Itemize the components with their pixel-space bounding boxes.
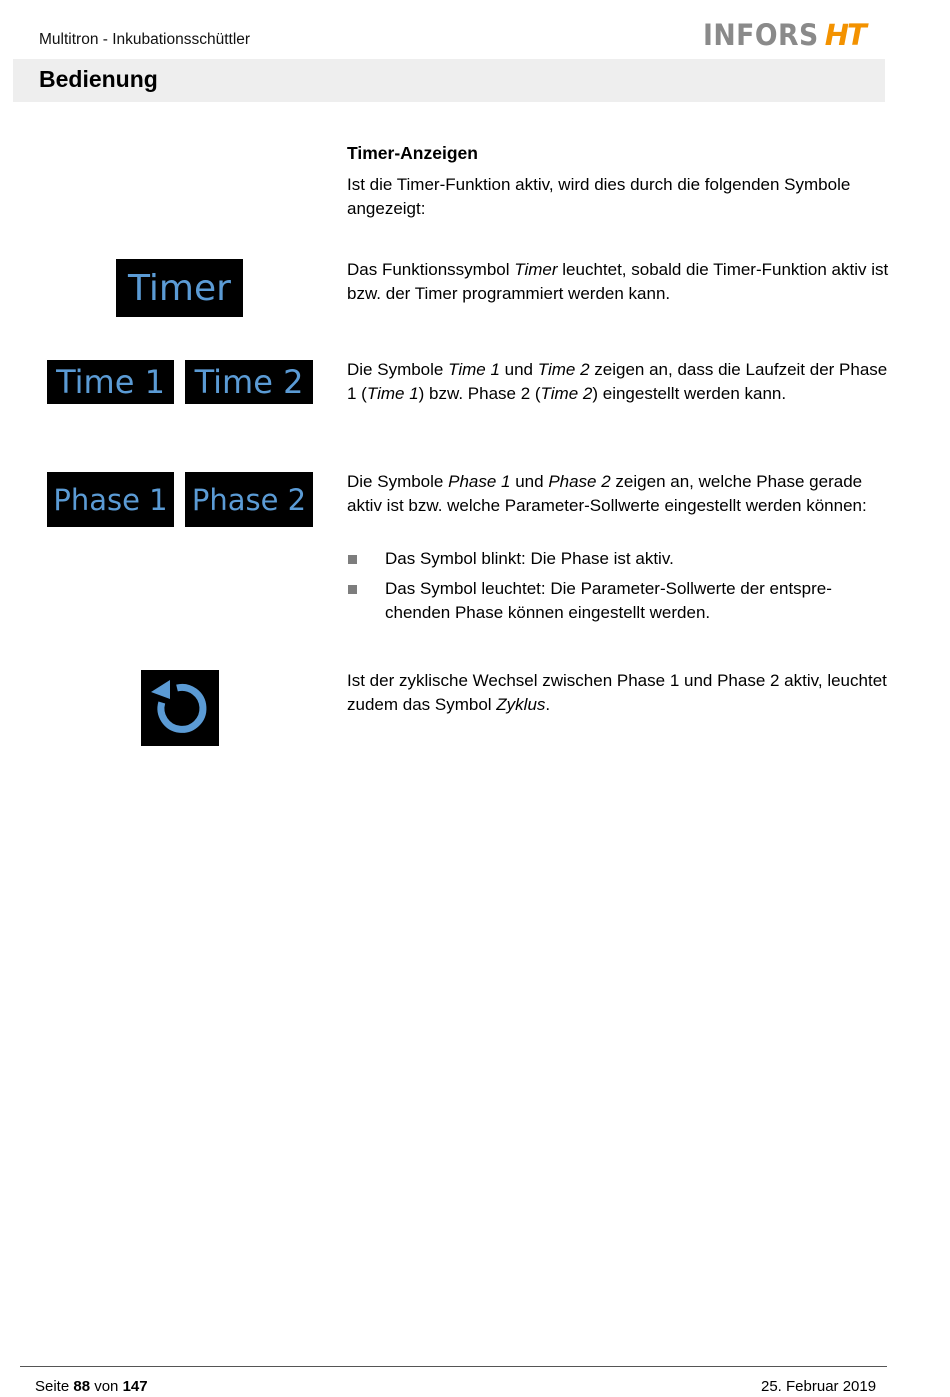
- logo-text: INFORS: [703, 18, 819, 52]
- list-item-text: Das Symbol leuchtet: Die Parameter-Sollwerte der entsprechenden Phase können eingestellt werden.: [385, 579, 832, 622]
- list-item-text: Das Symbol blinkt: Die Phase ist aktiv.: [385, 549, 674, 568]
- time1-symbol: [47, 360, 174, 404]
- text-run: und: [510, 472, 549, 491]
- square-bullet-icon: [348, 585, 357, 594]
- phase2-symbol: [185, 472, 313, 527]
- text-run-italic: Time 1: [448, 360, 500, 379]
- intro-paragraph: Ist die Timer-Funktion aktiv, wird dies durch die folgenden Symbole angezeigt:: [347, 175, 851, 218]
- document-title: Multitron - Inkubationsschüttler: [39, 31, 251, 48]
- text-run: Ist der zyklische Wechsel zwischen Phase 1 und Phase 2 aktiv, leuchtet zudem das Symbol: [347, 671, 887, 714]
- text-run: .: [545, 694, 551, 714]
- text-run: ) eingestellt werden kann.: [592, 383, 787, 403]
- time2-symbol-label: Time 2: [194, 363, 304, 401]
- time-description: [347, 358, 892, 405]
- timer-symbol: [116, 259, 243, 317]
- phase-description: [347, 470, 877, 517]
- infors-ht-logo: [703, 17, 865, 53]
- phase2-symbol-label: Phase 2: [191, 482, 307, 517]
- text-run: von: [90, 1378, 123, 1395]
- footer-date: 25. Februar 2019: [761, 1378, 877, 1395]
- text-run-italic: Timer: [514, 260, 558, 279]
- footer-divider: [20, 1366, 887, 1367]
- text-run: zeigen an, dass die Laufzeit der Phase 1 (: [347, 360, 888, 403]
- list-item: [347, 577, 877, 624]
- phase1-symbol-label: Phase 1: [53, 482, 168, 517]
- text-run: Das Funktionssymbol: [347, 260, 515, 279]
- logo-mark: HT: [824, 18, 865, 52]
- phase1-symbol: [47, 472, 174, 527]
- text-run-italic: Phase 2: [548, 472, 611, 491]
- text-run-italic: Time 2: [537, 360, 590, 379]
- time1-symbol-label: Time 1: [56, 363, 165, 401]
- cycle-arrow-icon: [141, 670, 219, 746]
- cycle-description: [347, 669, 892, 716]
- time2-symbol: [185, 360, 313, 404]
- text-run: leuchtet, sobald die Timer-Funktion aktiv ist bzw. der Timer programmiert werden kann.: [347, 260, 889, 303]
- text-run: ) bzw. Phase 2 (: [418, 383, 541, 403]
- page-number: [35, 1378, 148, 1395]
- text-run: und: [499, 360, 538, 379]
- text-run-italic: Time 2: [540, 383, 593, 403]
- text-run-italic: Phase 1: [448, 472, 511, 491]
- text-run: Seite: [35, 1378, 74, 1395]
- text-run-italic: Time 1: [366, 383, 419, 403]
- subsection-heading: Timer-Anzeigen: [347, 143, 478, 163]
- text-run: Die Symbole: [347, 360, 449, 379]
- text-run-italic: Zyklus: [496, 694, 546, 714]
- text-run: Die Symbole: [347, 472, 449, 491]
- section-title: Bedienung: [39, 66, 158, 92]
- total-pages: 147: [122, 1378, 148, 1395]
- list-item: [347, 547, 877, 571]
- timer-symbol-label: Timer: [128, 267, 231, 309]
- current-page: 88: [73, 1378, 91, 1395]
- square-bullet-icon: [348, 555, 357, 564]
- timer-description: [347, 258, 892, 305]
- text-run: zeigen an, welche Phase gerade aktiv ist bzw. welche Parameter-Sollwerte eingestellt werden können:: [347, 472, 867, 515]
